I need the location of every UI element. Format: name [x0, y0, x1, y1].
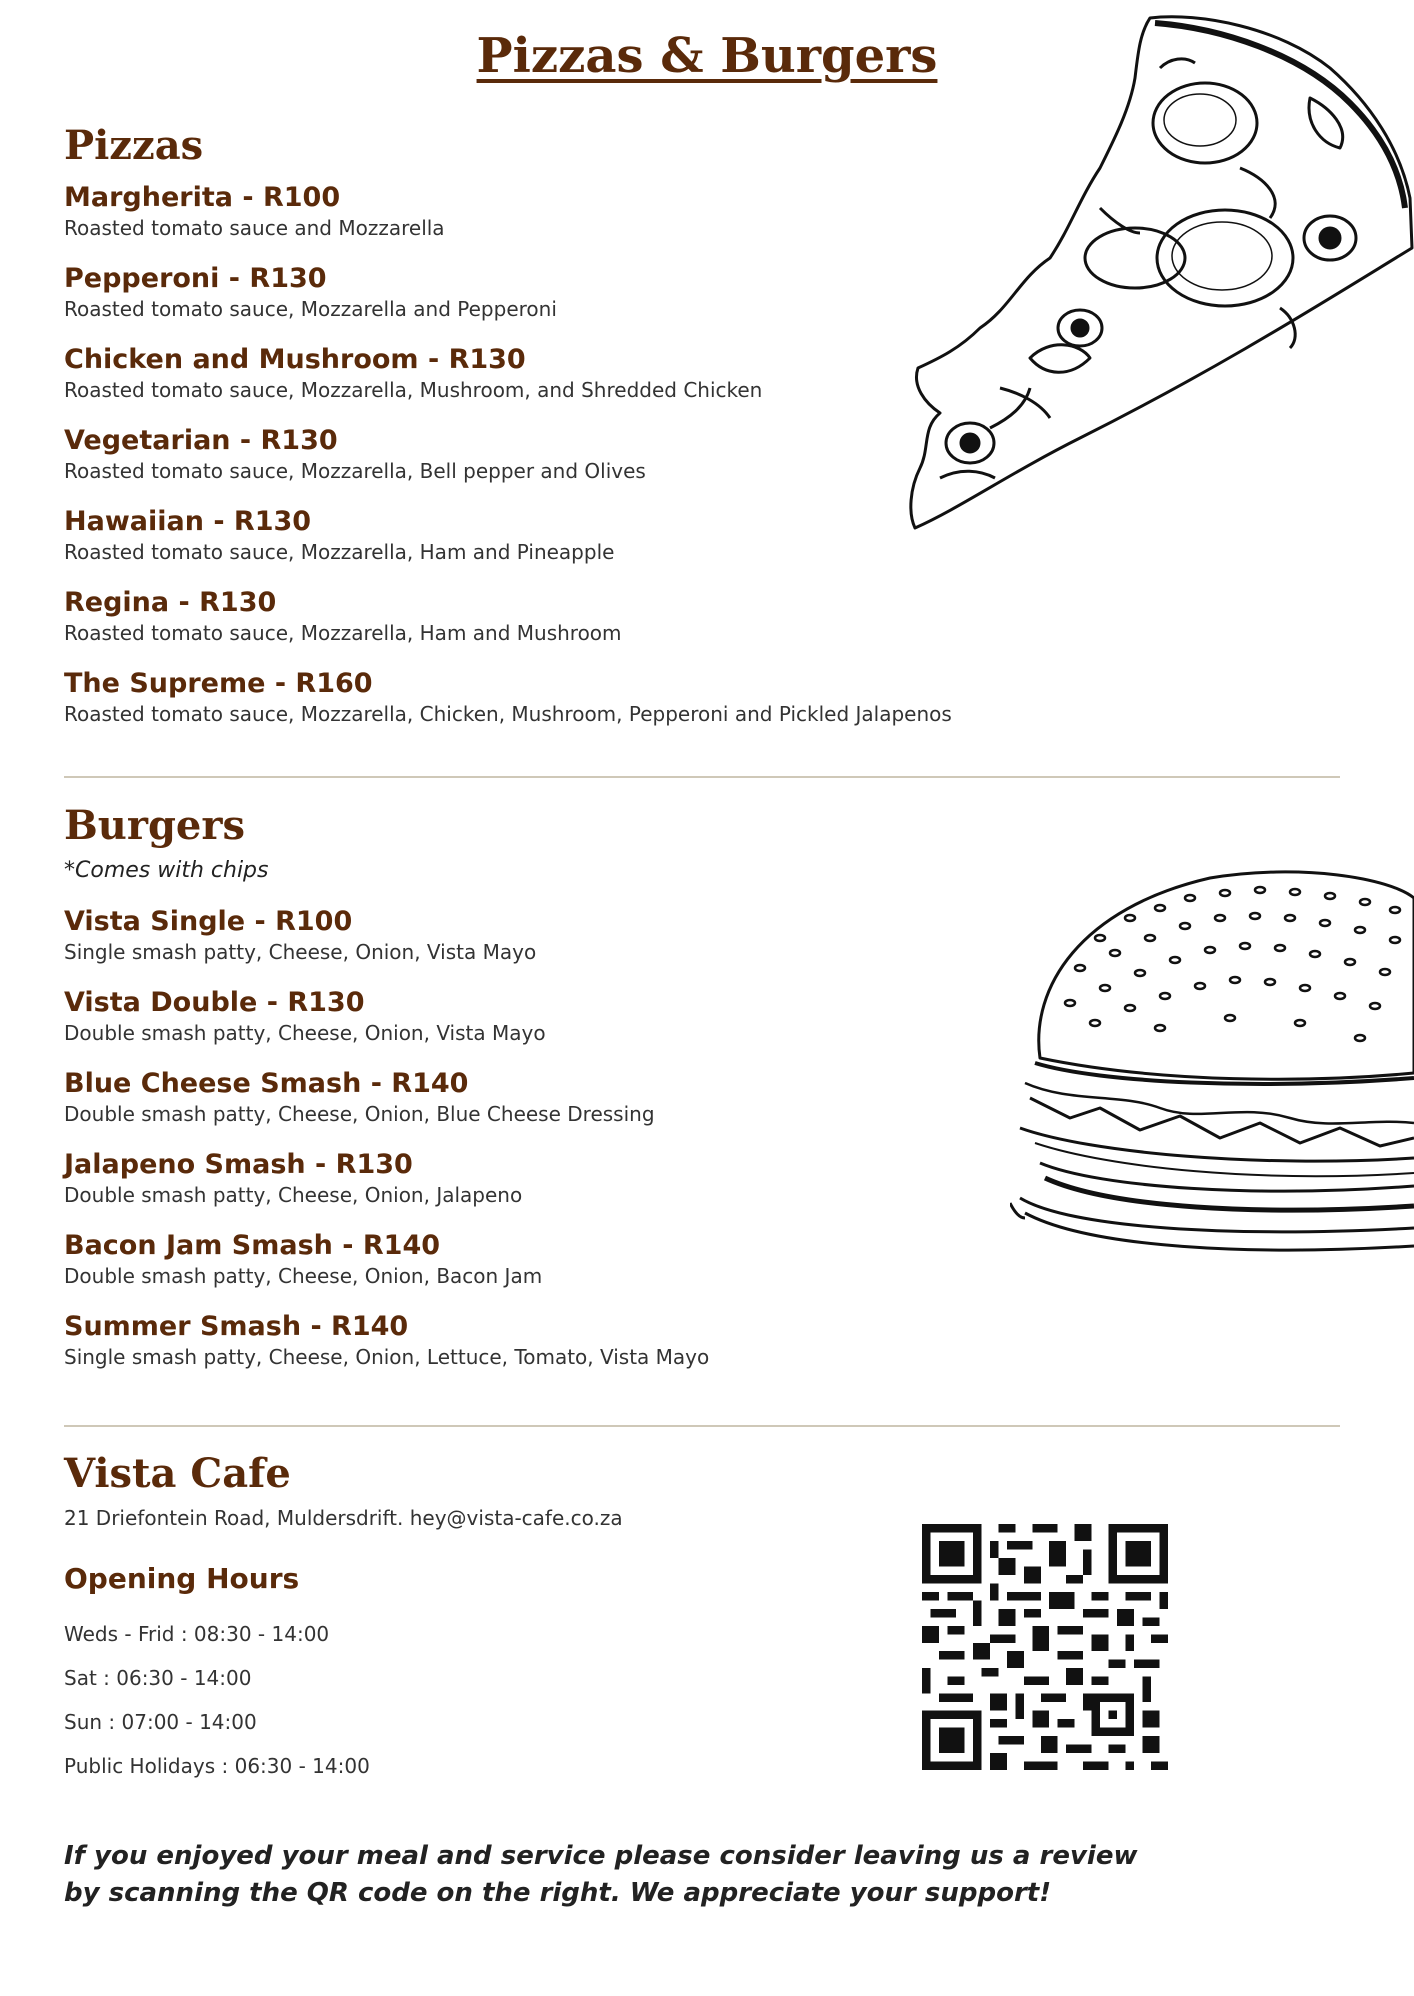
item-description: Double smash patty, Cheese, Onion, Jalapeno [64, 1183, 523, 1207]
section-divider [64, 1425, 1340, 1427]
item-name: Blue Cheese Smash - R140 [64, 1068, 469, 1099]
pizza-menu-list [64, 182, 1064, 749]
list-item [64, 587, 1064, 668]
item-description: Double smash patty, Cheese, Onion, Bacon Jam [64, 1264, 543, 1288]
item-description: Roasted tomato sauce, Mozzarella, Bell pepper and Olives [64, 459, 646, 483]
list-item [64, 182, 1064, 263]
item-name: Jalapeno Smash - R130 [64, 1149, 413, 1180]
item-description: Roasted tomato sauce, Mozzarella, Mushroom, and Shredded Chicken [64, 378, 763, 402]
hours-row: Weds - Frid : 08:30 - 14:00 [64, 1622, 330, 1646]
item-description: Roasted tomato sauce, Mozzarella and Pepperoni [64, 297, 557, 321]
item-name: Chicken and Mushroom - R130 [64, 344, 526, 375]
item-name: Pepperoni - R130 [64, 263, 327, 294]
item-description: Roasted tomato sauce, Mozzarella, Chicken, Mushroom, Pepperoni and Pickled Jalapenos [64, 702, 952, 726]
cafe-address: 21 Driefontein Road, Muldersdrift. hey@vista-cafe.co.za [64, 1506, 623, 1530]
qr-code-icon[interactable] [922, 1524, 1168, 1770]
item-name: Margherita - R100 [64, 182, 341, 213]
list-item [64, 1230, 1064, 1311]
burger-menu-list [64, 906, 1064, 1392]
item-description: Single smash patty, Cheese, Onion, Lettuce, Tomato, Vista Mayo [64, 1345, 710, 1369]
list-item [64, 668, 1064, 749]
item-description: Double smash patty, Cheese, Onion, Vista Mayo [64, 1021, 546, 1045]
burgers-heading: Burgers [64, 802, 245, 849]
item-name: Summer Smash - R140 [64, 1311, 409, 1342]
review-line-2: by scanning the QR code on the right. We appreciate your support! [64, 1878, 1052, 1908]
list-item [64, 987, 1064, 1068]
review-request-message [64, 1838, 1164, 1912]
item-name: Vista Single - R100 [64, 906, 353, 937]
list-item [64, 1311, 1064, 1392]
list-item [64, 263, 1064, 344]
item-description: Roasted tomato sauce and Mozzarella [64, 216, 445, 240]
section-divider [64, 776, 1340, 778]
item-name: Hawaiian - R130 [64, 506, 312, 537]
burger-illustration [1010, 868, 1414, 1278]
item-description: Single smash patty, Cheese, Onion, Vista Mayo [64, 940, 537, 964]
burgers-note: *Comes with chips [64, 858, 269, 883]
opening-hours-list [64, 1620, 370, 1796]
item-name: Regina - R130 [64, 587, 277, 618]
page-title: Pizzas & Burgers [476, 28, 938, 84]
list-item [64, 906, 1064, 987]
list-item [64, 425, 1064, 506]
item-name: Vista Double - R130 [64, 987, 365, 1018]
hours-row: Sat : 06:30 - 14:00 [64, 1666, 252, 1690]
list-item [64, 344, 1064, 425]
hours-row: Public Holidays : 06:30 - 14:00 [64, 1754, 370, 1778]
item-description: Double smash patty, Cheese, Onion, Blue Cheese Dressing [64, 1102, 655, 1126]
list-item [64, 506, 1064, 587]
hours-row: Sun : 07:00 - 14:00 [64, 1710, 257, 1734]
pizzas-heading: Pizzas [64, 122, 204, 169]
list-item [64, 1149, 1064, 1230]
cafe-name: Vista Cafe [64, 1450, 291, 1497]
list-item [64, 1068, 1064, 1149]
item-name: The Supreme - R160 [64, 668, 373, 699]
opening-hours-title: Opening Hours [64, 1562, 300, 1595]
item-description: Roasted tomato sauce, Mozzarella, Ham and Mushroom [64, 621, 622, 645]
item-description: Roasted tomato sauce, Mozzarella, Ham and Pineapple [64, 540, 615, 564]
review-line-1: If you enjoyed your meal and service please consider leaving us a review [64, 1841, 1138, 1871]
item-name: Vegetarian - R130 [64, 425, 338, 456]
item-name: Bacon Jam Smash - R140 [64, 1230, 441, 1261]
